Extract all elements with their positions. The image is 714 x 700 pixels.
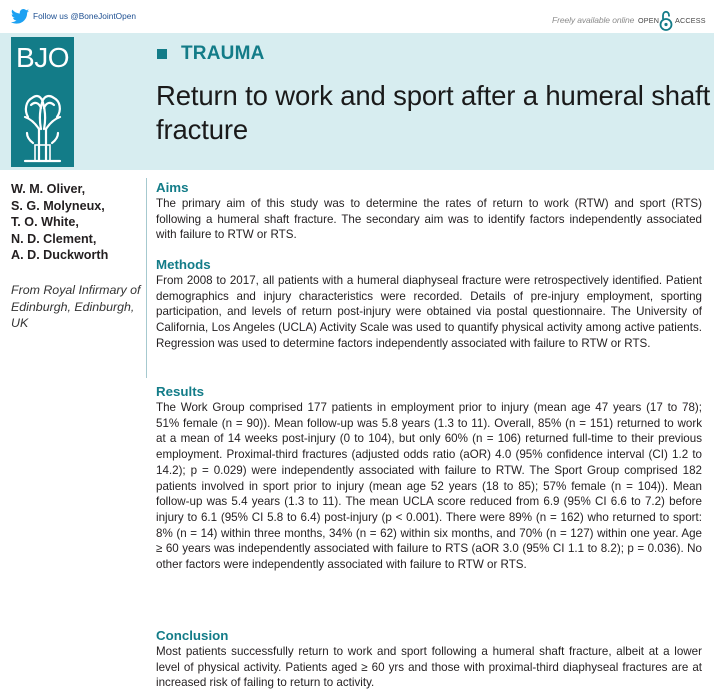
open-access-access-label: ACCESS: [675, 16, 706, 25]
aims-section: [156, 180, 702, 243]
methods-section: [156, 257, 702, 352]
results-section: [156, 384, 702, 573]
conclusion-section: [156, 628, 702, 691]
methods-body: From 2008 to 2017, all patients with a humeral diaphyseal fracture were retrospectively identified. Patient demographics and injury characteristics were recorded. Details of pre-injury employment, sporting participation, and levels of return post-injury were obtained via postal questionnaire. The University of California, Los Angeles (UCLA) Activity Scale was used to quantify physical activity among active patients. Regression was used to determine factors independently associated with failure to RTW or RTS.: [156, 274, 702, 350]
author-name: W. M. Oliver,: [11, 182, 86, 196]
open-access-lock-icon: [659, 10, 673, 32]
logo-text: BJO: [16, 42, 69, 73]
affiliation: From Royal Infirmary of Edinburgh, Edinburgh, UK: [11, 283, 141, 330]
column-divider: [146, 178, 147, 378]
author-name: T. O. White,: [11, 215, 79, 230]
twitter-bird-icon[interactable]: [11, 9, 29, 24]
freely-available-text: Freely available online: [552, 15, 635, 25]
tree-logo-icon: [19, 83, 66, 163]
results-heading: Results: [156, 384, 205, 399]
category-marker: [157, 49, 167, 59]
author-list: [11, 181, 151, 264]
top-bar: [0, 0, 714, 33]
open-access-open-label: OPEN: [638, 16, 660, 25]
author-name: N. D. Clement,: [11, 231, 97, 246]
open-access-badge: [638, 10, 714, 32]
article-category: TRAUMA: [181, 43, 265, 64]
follow-link[interactable]: Follow us @BoneJointOpen: [33, 11, 136, 21]
journal-logo: [11, 37, 74, 167]
aims-heading: Aims: [156, 180, 189, 195]
author-name: A. D. Duckworth: [11, 248, 109, 263]
results-body: The Work Group comprised 177 patients in employment prior to injury (mean age 47 years (17 to 78); 51% female (n = 90)). Mean follow-up was 5.8 years (1.3 to 11). Overall, 85% (n = 151) returned to work at a mean of 14 weeks post-injury (0 to 104), but only 60% (n = 106) returned full-time to their previous employment. Proximal-third fractures (adjusted odds ratio (aOR) 4.0 (95% confidence interval (CI) 1.2 to 14.2); p = 0.029) were independently associated with failure to RTW. The Sport Group comprised 182 patients involved in sport prior to injury (mean age 52 years (18 to 85); 57% female (n = 104)). Mean follow-up was 5.4 years (1.3 to 11). The mean UCLA score reduced from 6.9 (95% CI 6.6 to 7.2) before injury to 6.1 (95% CI 5.8 to 6.4) post-injury (p < 0.001). There were 89% (n = 162) who returned to sport: 8% (n = 14) within three months, 34% (n = 62) within six months, and 70% (n = 127) within one year. Age ≥ 60 years was independently associated with failure to RTS (aOR 3.0 (95% CI 1.1 to 8.2); p = 0.036). No other factors were independently associated with failure to RTW or RTS.: [156, 401, 702, 572]
methods-heading: Methods: [156, 257, 211, 272]
conclusion-body: Most patients successfully return to work and sport following a humeral shaft fracture, albeit at a lower level of physical activity. Patients aged ≥ 60 yrs and those with proximal-third diaphyseal fractures are at increased risk of failing to return to activity.: [156, 645, 702, 690]
aims-body: The primary aim of this study was to determine the rates of return to work (RTW) and sport (RTS) following a humeral shaft fracture. The secondary aim was to identify factors independently associated with failure to RTW or RTS.: [156, 197, 702, 242]
author-name: S. G. Molyneux,: [11, 198, 105, 213]
article-title: Return to work and sport after a humeral shaft fracture: [156, 80, 711, 145]
conclusion-heading: Conclusion: [156, 628, 229, 643]
